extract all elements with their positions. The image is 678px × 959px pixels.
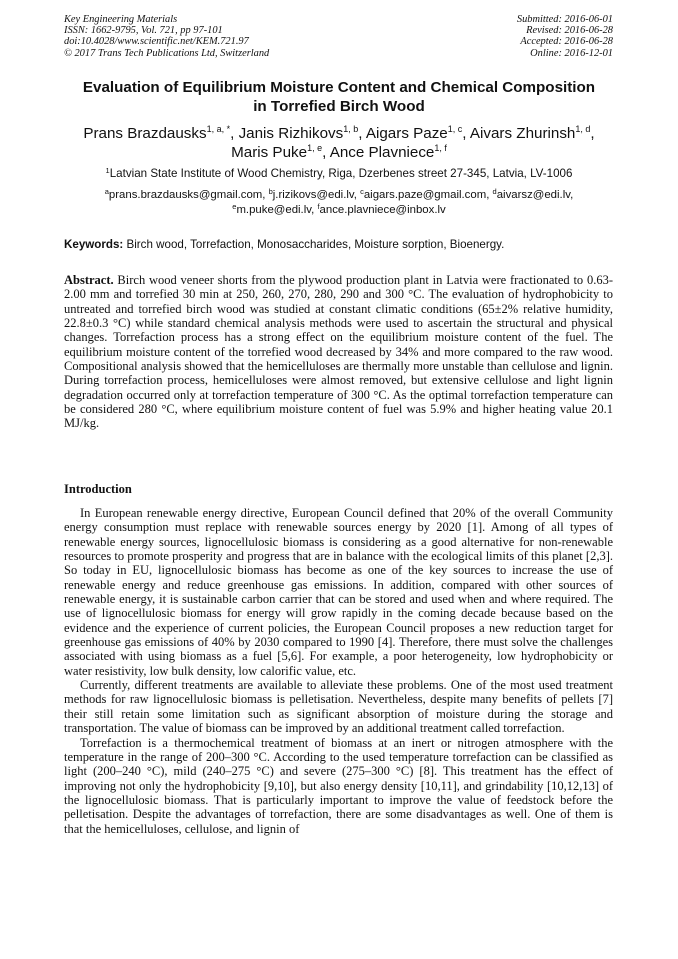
affiliation-mark: 1 [105, 166, 110, 175]
author-name: Maris Puke [231, 144, 308, 161]
keywords [64, 238, 614, 252]
email-mark: b [268, 187, 273, 196]
email-link[interactable]: aigars.paze@gmail.com, [363, 189, 493, 201]
accepted-date: Accepted: 2016-06-28 [520, 36, 613, 48]
journal-doi: doi:10.4028/www.scientific.net/KEM.721.97 [64, 36, 249, 48]
section-heading-introduction: Introduction [64, 482, 132, 496]
abstract-label: Abstract. [64, 273, 114, 287]
email-link[interactable]: ance.plavniece@inbox.lv [319, 203, 446, 216]
paragraph: Currently, different treatments are available to alleviate these problems. One of the most used treatment methods for raw lignocellulosic biomass is pelletisation. Nevertheless, despite many benefits of pellets [7] their still retain some limitation such as significant absorption of moisture during the storage and transportation. The value of biomass can be improved by an additional treatment called torrefaction. [64, 678, 613, 736]
email-link[interactable]: aivarsz@edi.lv, [496, 189, 574, 201]
author-affil-mark: 1, f [434, 143, 447, 153]
abstract-text: Birch wood veneer shorts from the plywood production plant in Latvia were fractionated to 0.63-2.00 mm and torrefied 30 min at 250, 260, 270, 280, 290 and 300 °C. The evaluation of hydrophobicity to untreated and torrefied birch wood was studied at constant climatic conditions (65±2% relative humidity, 22.8±0.3 °C) while standard chemical analysis methods were used to ascertain the structural and physical changes. Torrefaction process has a strong effect on the equilibrium moisture content of the fuel. The equilibrium moisture content of the torrefied wood decreased by 34% and more compared to the raw wood. Compositional analysis showed that the hemicelluloses are thermally more unstable than cellulose and lignin. During torrefaction process, hemicelluloses were almost removed, but extensive cellulose and light lignin degradation occurred only at torrefaction temperature of 300 °C. As the optimal torrefaction temperature can be considered 280 °C, where equilibrium moisture content of fuel was 5.9% and higher heating value 20.1 MJ/kg. [64, 273, 613, 431]
email-mark: d [492, 187, 497, 196]
author-affil-mark: 1, e [307, 143, 323, 153]
journal-issn: ISSN: 1662-9795, Vol. 721, pp 97-101 [64, 25, 223, 37]
author-emails [40, 188, 638, 217]
abstract [64, 273, 613, 431]
keywords-text: Birch wood, Torrefaction, Monosaccharides, Moisture sorption, Bioenergy. [123, 238, 505, 251]
paragraph: Torrefaction is a thermochemical treatment of biomass at an inert or nitrogen atmosphere with the temperature in the range of 200–300 °C. According to the used temperature torrefaction can be classified as light (200–240 °C), mild (240–275 °C) and severe (275–300 °C) [8]. This treatment has the effect of improving not only the hydrophobicity [9,10], but also energy density [10,11], and grindability [10,12,13] of the lignocellulosic biomass. That is particularly important to improve the value of feedstock before the pelletisation. Despite the advantages of torrefaction, there are some disadvantages as well. One of them is that the hemicelluloses, cellulose, and lignin of [64, 735, 613, 836]
email-link[interactable]: prans.brazdausks@gmail.com, [108, 189, 269, 201]
author-list [40, 124, 638, 162]
author-separator: , [462, 125, 470, 142]
email-link[interactable]: j.rizikovs@edi.lv, [272, 189, 361, 201]
author-name: Janis Rizhikovs [238, 125, 344, 142]
affiliation [40, 167, 638, 181]
revised-date: Revised: 2016-06-28 [526, 25, 613, 37]
paragraph: In European renewable energy directive, European Council defined that 20% of the overall Community energy consumption must replace with renewable sources energy by 2020 [1]. Among of all types of renewable energy sources, lignocellulosic biomass is considering as a good alternative for non-renewable resources to promote prosperity and progress that are in balance with the ecological limits of this planet [2,3]. So today in EU, lignocellulosic biomass has become as one of the key sources to increase the use of renewable energy and reduce greenhouse gas emissions. In addition, compared with other sources of renewable energy, it is sustainable carbon carrier that can be stored and used when and where required. The use of lignocellulosic biomass for energy will grow rapidly in the coming decade because based on the evidence and the experience of current policies, the European Council proposes a new reduction target for greenhouse gas emissions of 40% by 2030 compared to 1990 [4]. Therefore, there must solve the challenges associated with using biomass as a fuel [5,6]. For example, a poor heterogeneity, low hydrophobicity or water resistivity, low bulk density, low calorific value, etc. [64, 506, 613, 678]
introduction-body [64, 506, 613, 836]
journal-name: Key Engineering Materials [64, 14, 178, 25]
author-affil-mark: 1, b [343, 124, 359, 134]
publication-dates [517, 14, 613, 59]
author-line-2 [40, 143, 638, 162]
title-line-2: in Torrefied Birch Wood [253, 98, 425, 115]
author-name: Aigars Paze [365, 125, 448, 142]
author-name: Ance Plavniece [329, 144, 435, 161]
email-mark: e [232, 201, 237, 211]
title-line-1: Evaluation of Equilibrium Moisture Content and Chemical Composition [82, 79, 596, 96]
author-separator: , [590, 125, 595, 142]
author-name: Prans Brazdausks [83, 125, 207, 142]
email-line-1 [40, 188, 638, 203]
author-affil-mark: 1, d [575, 124, 591, 134]
author-separator: , [230, 125, 239, 142]
paper-title [40, 78, 638, 116]
author-affil-mark: 1, a, * [206, 124, 231, 134]
author-separator: , [358, 125, 366, 142]
affiliation-text: Latvian State Institute of Wood Chemistry, Riga, Dzerbenes street 27-345, Latvia, LV-1006 [109, 167, 573, 180]
email-mark: a [104, 187, 109, 196]
email-link[interactable]: m.puke@edi.lv, [236, 203, 318, 216]
online-date: Online: 2016-12-01 [530, 47, 613, 59]
author-name: Aivars Zhurinsh [469, 125, 576, 142]
journal-copyright: © 2017 Trans Tech Publications Ltd, Switzerland [64, 47, 270, 59]
journal-info [64, 14, 269, 59]
author-separator: , [322, 144, 330, 161]
email-mark: c [360, 187, 364, 196]
submitted-date: Submitted: 2016-06-01 [516, 14, 613, 25]
keywords-label: Keywords: [64, 238, 124, 251]
author-affil-mark: 1, c [447, 124, 463, 134]
email-mark: f [317, 201, 320, 211]
author-line-1 [40, 124, 638, 143]
email-line-2 [40, 203, 638, 218]
